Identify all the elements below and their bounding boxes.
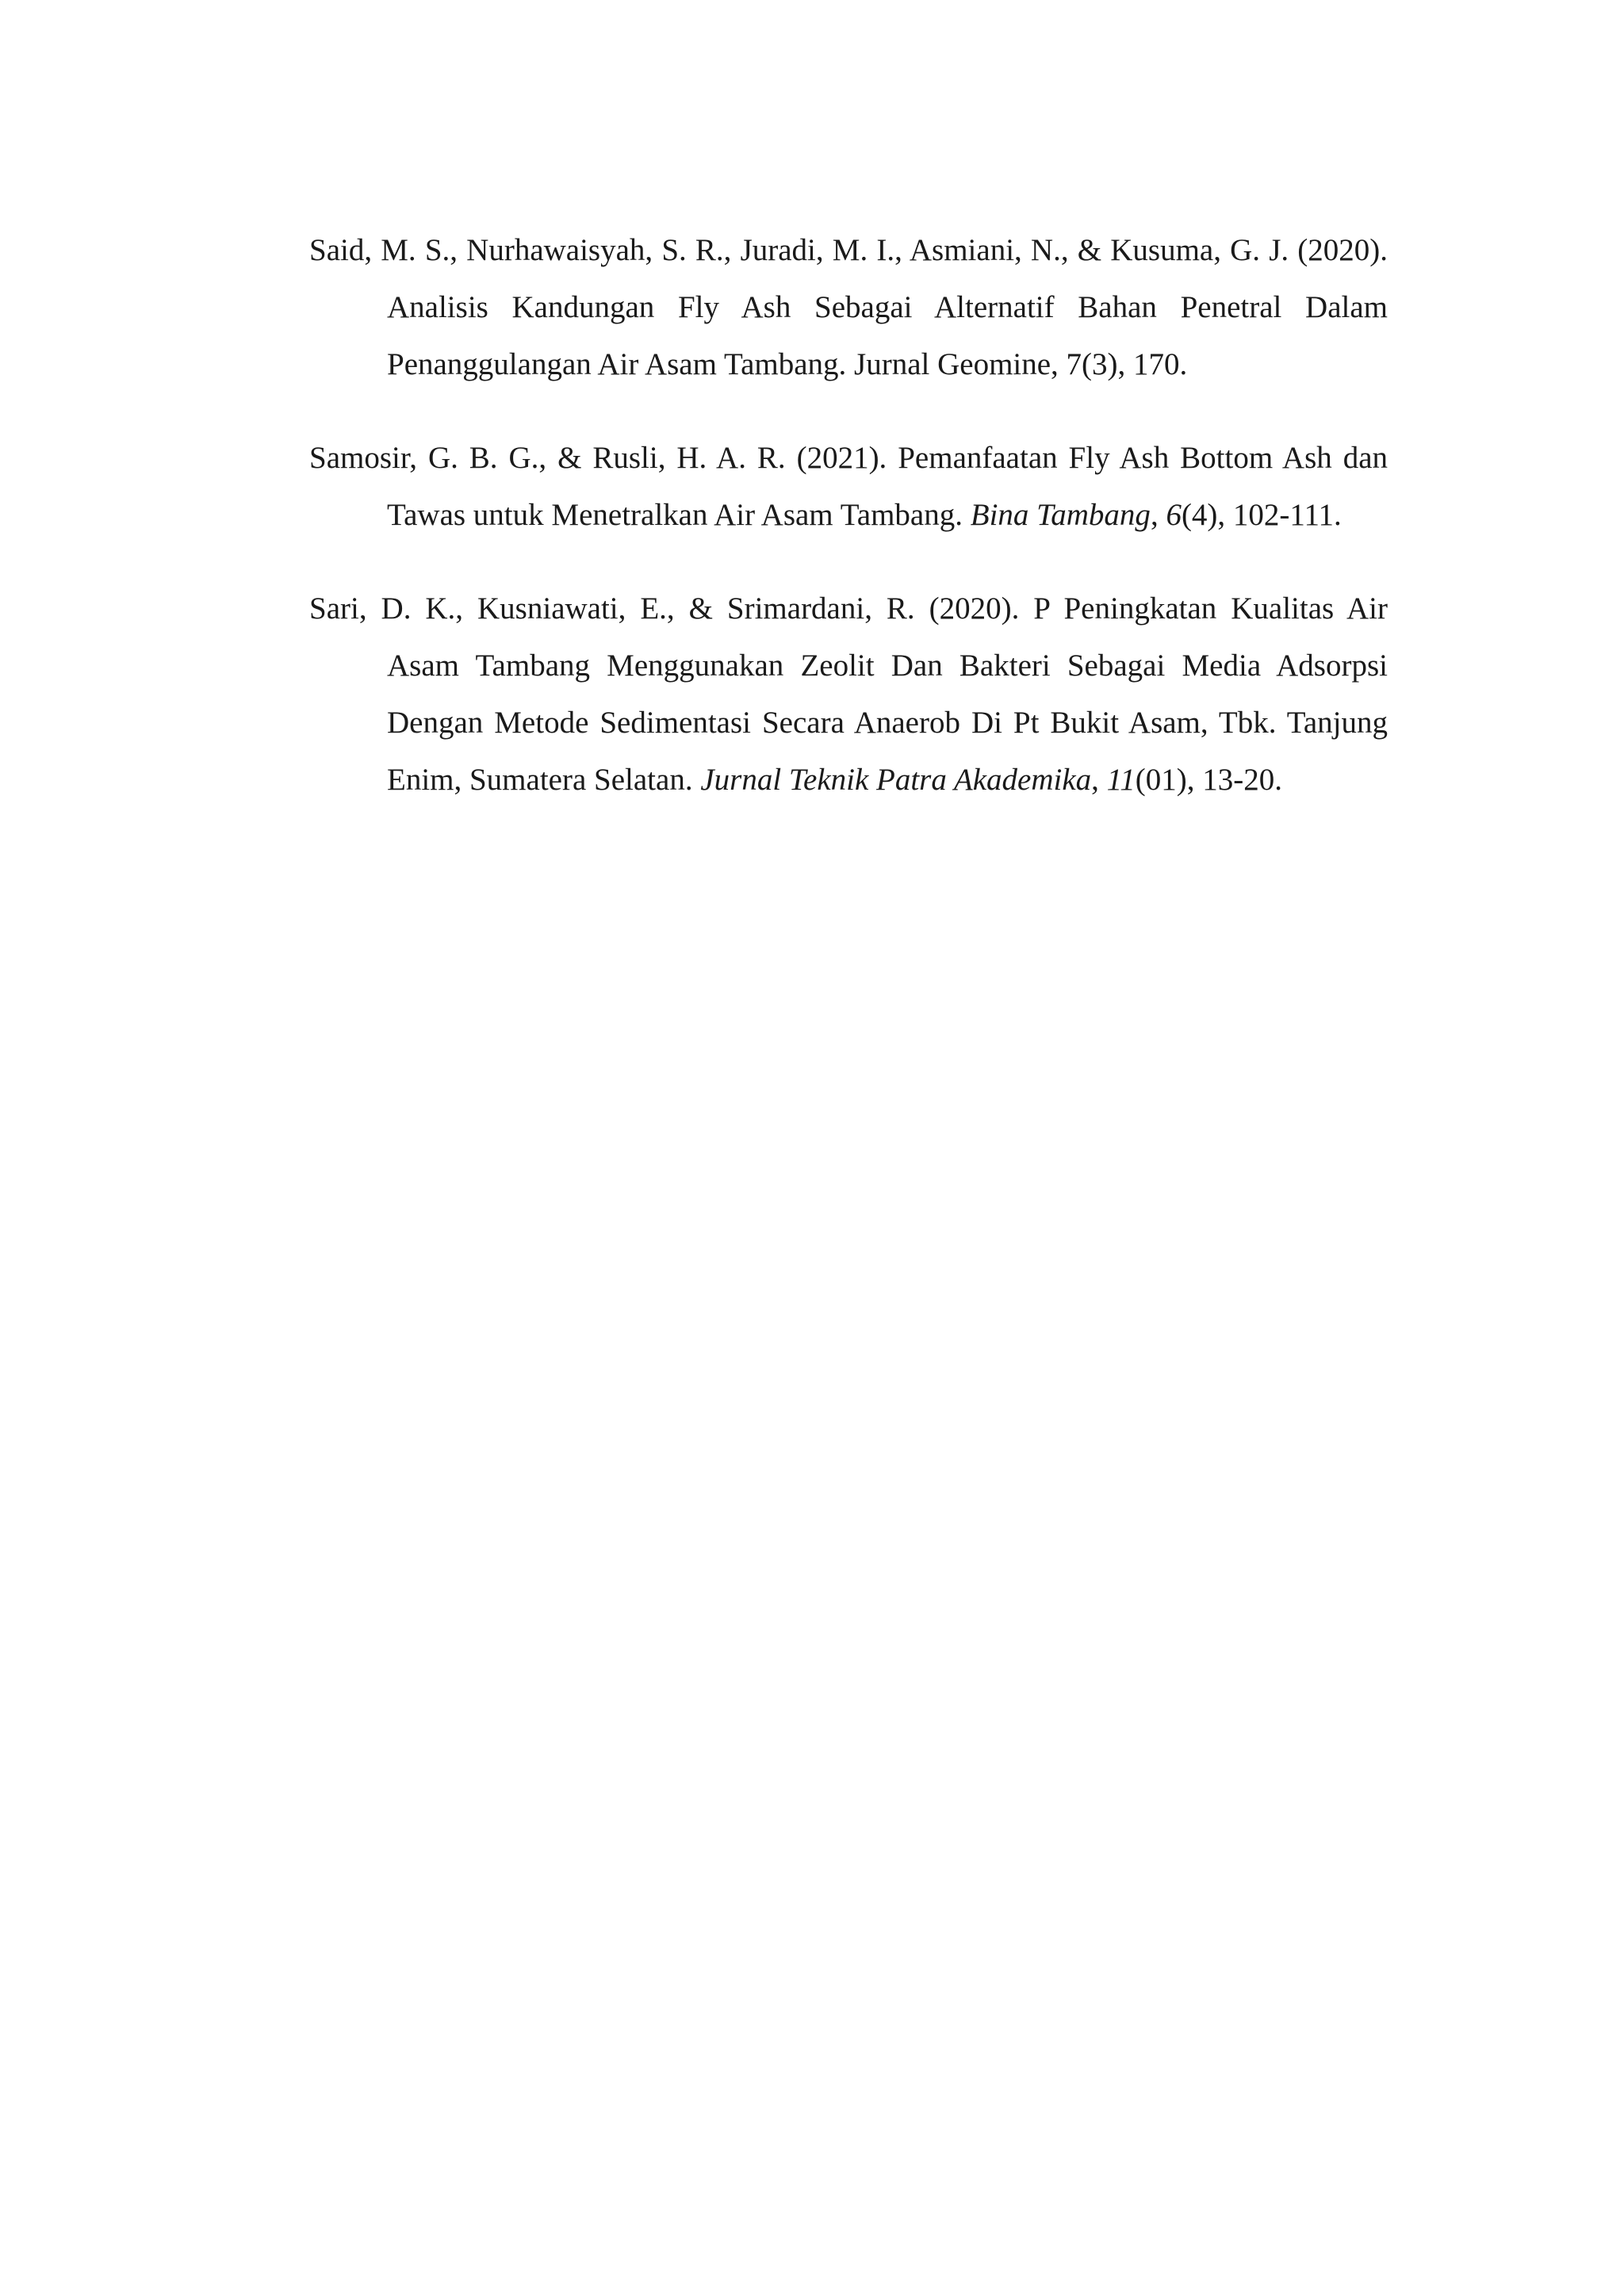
journal-title: Jurnal Teknik Patra Akademika: [700, 763, 1092, 797]
journal-volume: 11: [1106, 763, 1136, 797]
separator: ,: [1150, 498, 1166, 532]
journal-volume: 6: [1166, 498, 1182, 532]
reference-list: [309, 222, 1388, 845]
reference-pages: (01), 13-20.: [1135, 763, 1282, 797]
reference-text: Said, M. S., Nurhawaisyah, S. R., Juradi, M. I., Asmiani, N., & Kusuma, G. J. (2020). Analisis Kandungan Fly Ash Sebagai Alternatif Bahan Penetral Dalam Penanggulangan Air Asam Tambang. Jurnal Geomine, 7(3), 170.: [309, 233, 1388, 381]
journal-title: Bina Tambang: [970, 498, 1151, 532]
reference-entry-sari: [309, 580, 1388, 809]
reference-entry-samosir: [309, 430, 1388, 544]
separator: ,: [1091, 763, 1107, 797]
reference-pages: (4), 102-111.: [1181, 498, 1342, 532]
reference-entry-said: [309, 222, 1388, 393]
reference-text: Sari, D. K., Kusniawati, E., & Srimardani, R. (2020). P Peningkatan Kualitas Air Asam Tambang Menggunakan Zeolit Dan Bakteri Sebagai Media Adsorpsi Dengan Metode Sedimentasi Secara Anaerob Di Pt Bukit Asam, Tbk. Tanjung Enim, Sumatera Selatan.: [309, 591, 1388, 797]
reference-text: Samosir, G. B. G., & Rusli, H. A. R. (2021). Pemanfaatan Fly Ash Bottom Ash dan Tawas untuk Menetralkan Air Asam Tambang.: [309, 441, 1388, 532]
